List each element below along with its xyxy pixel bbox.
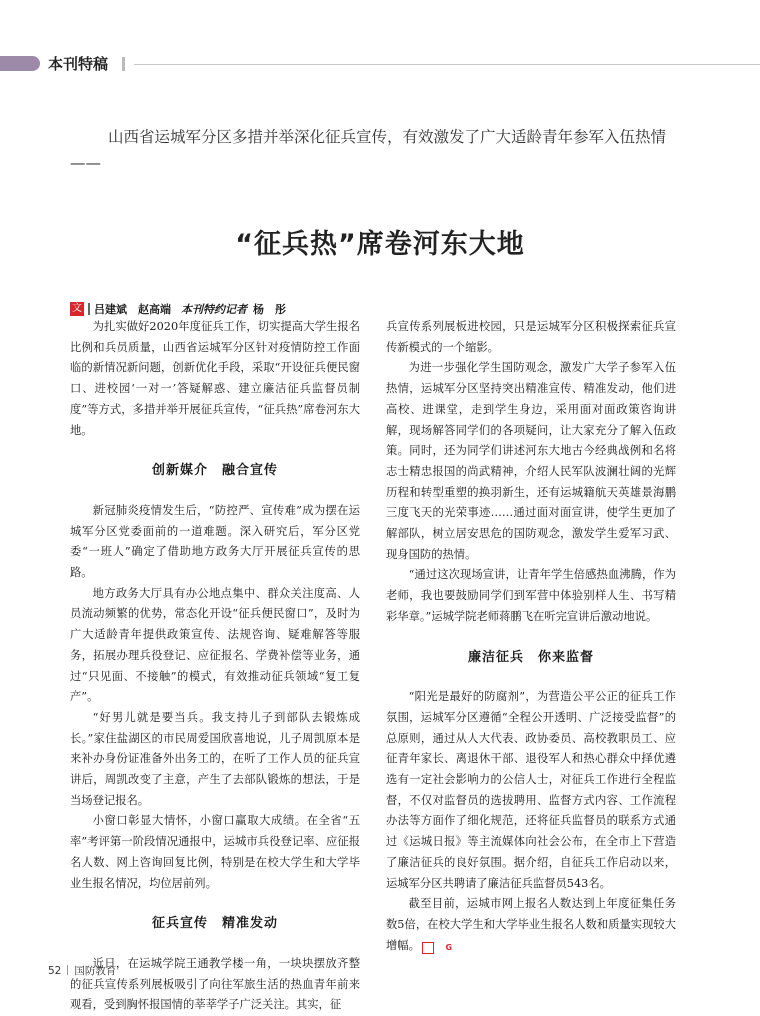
byline-authors: 吕建斌 赵高端 [94, 303, 171, 316]
paragraph-text: 小窗口彰显大情怀，小窗口赢取大成绩。在全省“五率”考评第一阶段情况通报中，运城市兵役登记率、应征报名人数、网上咨询回复比例，特别是在校大学生和大学毕业生报名情况，均位居前列。 [70, 814, 360, 890]
section-label: 本刊特稿 [48, 55, 109, 73]
section-heading [386, 648, 676, 669]
page-footer [48, 963, 116, 978]
paragraph-text: 新冠肺炎疫情发生后，“防控严、宣传难”成为摆在运城军分区党委面前的一道难题。深入研究后，军分区党委“一班人”确定了借助地方政务大厅开展征兵宣传的思路。 [70, 503, 360, 580]
paragraph-text: “好男儿就是要当兵。我支持儿子到部队去锻炼成长。”家住盐湖区的市民周爱国欣喜地说，儿子周凯原本是来补办身份证准备外出务工的，在听了工作人员的征兵宣讲后，周凯改变了主意，产生了去部队锻炼的想法，于是当场登记报名。 [70, 710, 360, 807]
section-heading [70, 914, 360, 935]
byline-third-author: 杨 彤 [253, 303, 286, 316]
byline [70, 301, 286, 317]
byline-role: 本刊特约记者 [181, 303, 247, 316]
paragraph [386, 317, 676, 358]
paragraph [70, 501, 360, 584]
paragraph-text: 征兵宣传 精准发动 [151, 916, 278, 932]
paragraph-text: 为扎实做好2020年度征兵工作，切实提高大学生报名比例和兵员质量，山西省运城军分区针对疫情防控工作面临的新情况新问题，创新优化手段，采取“开设征兵便民窗口、进校园‘一对一’答疑解惑、建立廉洁征兵监督员制度”等方式，多措并举开展征兵宣传，“征兵热”席卷河东大地。 [70, 320, 360, 437]
section-separator [122, 57, 125, 71]
paragraph [386, 894, 676, 956]
end-mark-icon: G [422, 942, 434, 954]
paragraph-text: 创新媒介 融合宣传 [151, 463, 278, 479]
article-column-right [386, 317, 676, 956]
paragraph [386, 358, 676, 565]
paragraph [70, 584, 360, 708]
page-number: 52 [48, 965, 62, 977]
paragraph [386, 687, 676, 894]
article-title: “征兵热”席卷河东大地 [235, 229, 525, 260]
paragraph-text: “通过这次现场宣讲，让青年学生倍感热血沸腾，作为老师，我也要鼓励同学们到军营中体验别样人生、书写精彩华章。”运城学院老师蒋鹏飞在听完宣讲后激动地说。 [386, 568, 676, 623]
paragraph [70, 317, 360, 441]
lead-paragraph: 山西省运城军分区多措并举深化征兵宣传，有效激发了广大适龄青年参军入伍热情—— [70, 128, 667, 172]
paragraph [70, 811, 360, 894]
header-rule [134, 64, 760, 65]
paragraph-text: 兵宣传系列展板进校园，只是运城军分区积极探索征兵宣传新模式的一个缩影。 [386, 320, 676, 354]
paragraph-text: 为进一步强化学生国防观念，激发广大学子参军入伍热情，运城军分区坚持突出精准宣传、精准发动，他们进高校、进课堂，走到学生身边，采用面对面政策咨询讲解，现场解答同学们的各项疑问，让大家充分了解入伍政策。同时，还为同学们讲述河东大地古今经典战例和名将志士精忠报国的尚武精神，介绍人民军队波澜壮阔的光辉历程和转型重塑的换羽新生，还有运城籍航天英雄景海鹏三度飞天的光荣事迹……通过面对面宣讲，使学生更加了解部队，树立居安思危的国防观念，激发学生爱军习武、现身国防的热情。 [386, 361, 676, 561]
paragraph-text: 地方政务大厅具有办公地点集中、群众关注度高、人员流动频繁的优势，常态化开设“征兵便民窗口”，及时为广大适龄青年提供政策宣传、法规咨询、疑难解答等服务，拓展办理兵役登记、应征报名、学费补偿等业务，通过“只见面、不接触”的模式，有效推动征兵领域“复工复产”。 [70, 586, 360, 704]
footer-divider [67, 965, 68, 975]
byline-divider [88, 303, 90, 315]
paragraph-text: 廉洁征兵 你来监督 [467, 649, 594, 665]
paragraph-text: “阳光是最好的防腐剂”，为营造公平公正的征兵工作氛围，运城军分区遵循“全程公开透明、广泛接受监督”的总原则，通过从人大代表、政协委员、高校教职员工、应征青年家长、离退休干部、退役军人和热心群众中择优遴选有一定社会影响力的公信人士，对征兵工作进行全程监督，不仅对监督员的选拔聘用、监督方式内容、工作流程办法等方面作了细化规范，还将征兵监督员的联系方式通过《运城日报》等主流媒体向社会公布，在全市上下营造了廉洁征兵的良好氛围。据介绍，自征兵工作启动以来，运城军分区共聘请了廉洁征兵监督员543名。 [386, 690, 676, 890]
paragraph [386, 565, 676, 627]
paragraph-text: 近日，在运城学院王通教学楼一角，一块块摆放齐整的征兵宣传系列展板吸引了向往军旅生活的热血青年前来观看，受到胸怀报国情的莘莘学子广泛关注。其实，征 [70, 956, 360, 1012]
paragraph [70, 708, 360, 812]
article-column-left [70, 317, 360, 1016]
magazine-name: 国防教育 [74, 965, 117, 977]
section-color-bar [0, 56, 40, 71]
text-badge: 文 [72, 303, 82, 314]
section-heading [70, 461, 360, 482]
paragraph-text: 截至目前，运城市网上报名人数达到上年度征集任务数5倍，在校大学生和大学毕业生报名人数和质量实现较大增幅。 [386, 897, 676, 952]
